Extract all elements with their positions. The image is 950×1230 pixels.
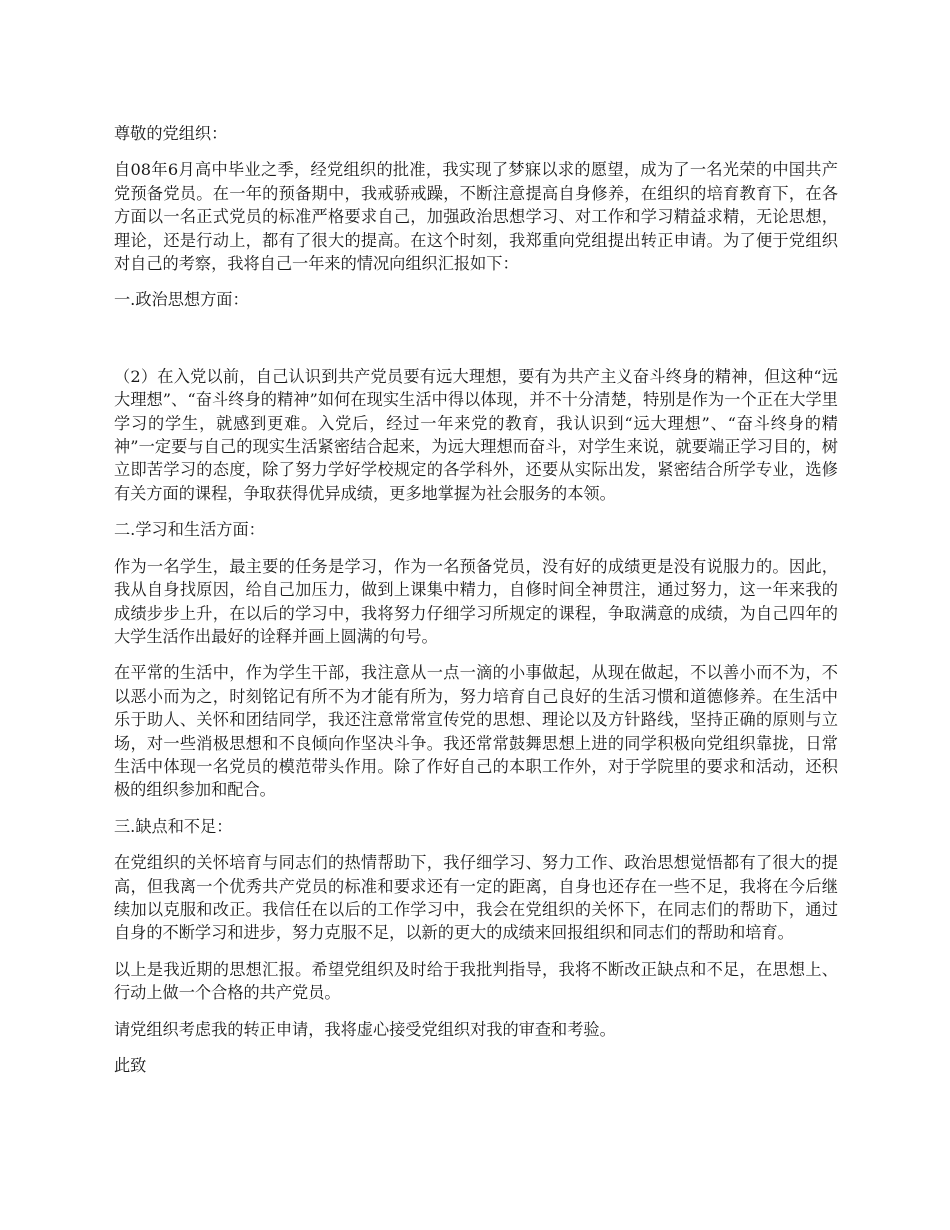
closing-request: 请党组织考虑我的转正申请，我将虚心接受党组织对我的审查和考验。: [114, 1019, 616, 1039]
section-paragraph-life: 在平常的生活中，作为学生干部，我注意从一点一滴的小事做起，从现在做起，不以善小而不为，不以恶小而为之，时刻铭记有所不为才能有所为，努力培育自己良好的生活习惯和道德修养。在生活中乐于助人、关怀和团结同学，我还注意常常宣传党的思想、理论以及方针路线，坚持正确的原则与立场，对一些消极思想和不良倾向作坚决斗争。我还常常鼓舞思想上进的同学积极向党组织靠拢，日常生活中体现一名党员的模范带头作用。除了作好自己的本职工作外，对于学院里的要求和活动，还积极的组织参加和配合。: [114, 663, 838, 800]
closing-paragraph: 以上是我近期的思想汇报。希望党组织及时给于我批判指导，我将不断改正缺点和不足，在思想上、行动上做一个合格的共产党员。: [114, 959, 838, 1003]
section-heading-study-life: 二.学习和生活方面：: [114, 520, 265, 540]
section-paragraph-study: 作为一名学生，最主要的任务是学习，作为一名预备党员，没有好的成绩更是没有说服力的。因此，我从自身找原因，给自己加压力，做到上课集中精力，自修时间全神贯注，通过努力，这一年来我的成绩步步上升，在以后的学习中，我将努力仔细学习所规定的课程，争取满意的成绩，为自己四年的大学生活作出最好的诠释并画上圆满的句号。: [114, 556, 838, 646]
intro-paragraph: 自08年6月高中毕业之季，经党组织的批准，我实现了梦寐以求的愿望，成为了一名光荣的中国共产党预备党员。在一年的预备期中，我戒骄戒躁，不断注意提高自身修养，在组织的培育教育下，在各方面以一名正式党员的标准严格要求自己，加强政治思想学习、对工作和学习精益求精，无论思想，理论，还是行动上，都有了很大的提高。在这个时刻，我郑重向党组提出转正申请。为了便于党组织对自己的考察，我将自己一年来的情况向组织汇报如下：: [114, 160, 838, 274]
salutation: 尊敬的党组织：: [114, 124, 228, 143]
section-paragraph-political: （2）在入党以前，自己认识到共产党员要有远大理想，要有为共产主义奋斗终身的精神，但这种“远大理想”、“奋斗终身的精神”如何在现实生活中得以体现，并不十分清楚，特别是作为一个正在大学里学习的学生，就感到更难。入党后，经过一年来党的教育，我认识到“远大理想”、“奋斗终身的精神”一定要与自己的现实生活紧密结合起来，为远大理想而奋斗，对学生来说，就要端正学习目的，树立即苦学习的态度，除了努力学好学校规定的各学科外，还要从实际出发，紧密结合所学专业，选修有关方面的课程，争取获得优异成绩，更多地掌握为社会服务的本领。: [114, 366, 838, 503]
blank-space: [114, 325, 838, 365]
document-body: [114, 122, 838, 1090]
section-paragraph-shortcomings: 在党组织的关怀培育与同志们的热情帮助下，我仔细学习、努力工作、政治思想觉悟都有了很大的提高，但我离一个优秀共产党员的标准和要求还有一定的距离，自身也还存在一些不足，我将在今后继续加以克服和改正。我信任在以后的工作学习中，我会在党组织的关怀下，在同志们的帮助下，通过自身的不断学习和进步，努力克服不足，以新的更大的成绩来回报组织和同志们的帮助和培育。: [114, 853, 838, 943]
section-heading-political: 一.政治思想方面：: [114, 290, 249, 310]
section-heading-shortcomings: 三.缺点和不足：: [114, 816, 233, 836]
closing-salute: 此致: [114, 1056, 147, 1075]
